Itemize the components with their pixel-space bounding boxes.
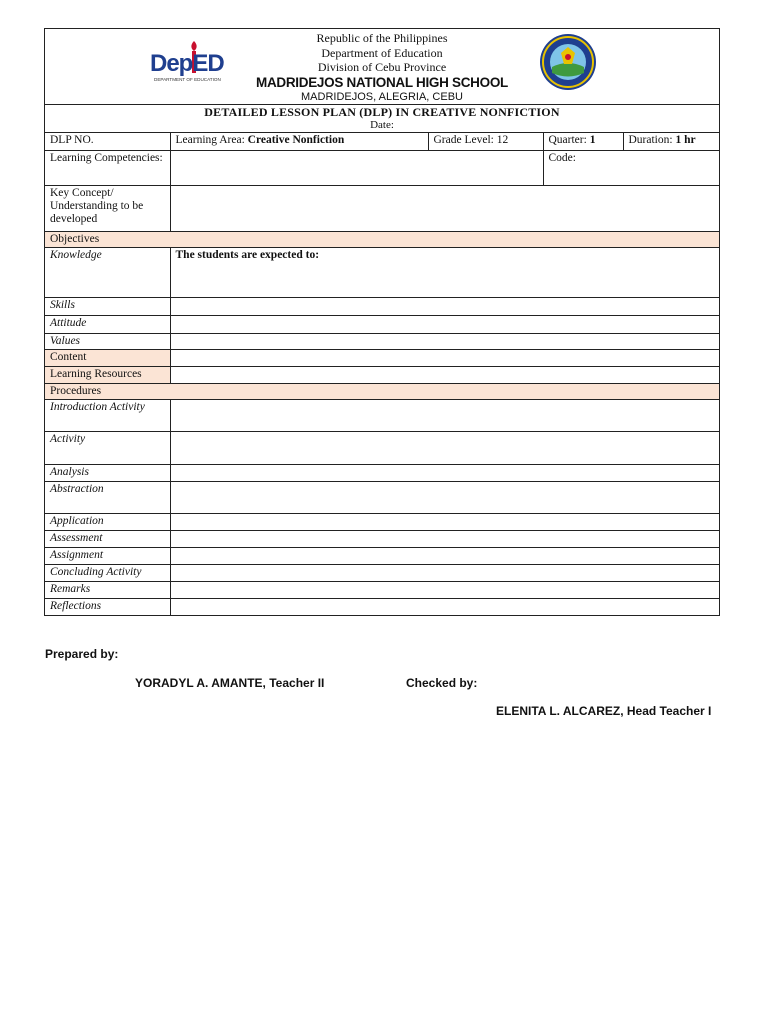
head-teacher-name: ELENITA L. ALCAREZ, Head Teacher I (496, 704, 712, 718)
content-label: Content (45, 349, 170, 366)
date-label: Date: (370, 119, 394, 131)
duration-label: Duration: (628, 134, 673, 146)
school-name: MADRIDEJOS NATIONAL HIGH SCHOOL (256, 74, 508, 90)
republic-line: Republic of the Philippines (316, 31, 448, 45)
svg-text:DEPARTMENT OF EDUCATION: DEPARTMENT OF EDUCATION (154, 77, 221, 82)
key-concept-row (45, 185, 719, 231)
attitude-field[interactable] (170, 315, 719, 333)
duration-value: 1 hr (675, 134, 696, 146)
procedure-row (45, 564, 719, 581)
abstraction-field[interactable] (170, 481, 719, 513)
learning-resources-field[interactable] (170, 366, 719, 383)
checked-by-label: Checked by: (406, 676, 478, 690)
application-field[interactable] (170, 513, 719, 530)
procedure-row (45, 598, 719, 615)
grade-level-cell (428, 133, 543, 150)
procedure-row (45, 581, 719, 598)
content-row (45, 349, 719, 366)
knowledge-row (45, 247, 719, 297)
reflections-label: Reflections (45, 598, 170, 615)
plan-title-block (45, 105, 719, 133)
lesson-plan-sheet (44, 28, 720, 616)
introduction-activity-label: Introduction Activity (45, 399, 170, 431)
duration-cell (623, 133, 719, 150)
procedure-row (45, 431, 719, 464)
learning-resources-label: Learning Resources (45, 366, 170, 383)
info-row (45, 133, 719, 150)
knowledge-label: Knowledge (45, 247, 170, 297)
remarks-field[interactable] (170, 581, 719, 598)
plan-title: DETAILED LESSON PLAN (DLP) IN CREATIVE NONFICTION (204, 105, 560, 119)
procedure-row (45, 464, 719, 481)
competencies-field[interactable] (170, 150, 543, 185)
abstraction-label: Abstraction (45, 481, 170, 513)
prepared-by-label: Prepared by: (45, 647, 119, 661)
assignment-label: Assignment (45, 547, 170, 564)
procedure-row (45, 513, 719, 530)
attitude-row (45, 315, 719, 333)
assessment-label: Assessment (45, 530, 170, 547)
analysis-field[interactable] (170, 464, 719, 481)
key-concept-label: Key Concept/ Understanding to be developed (45, 185, 170, 231)
procedures-section-label: Procedures (45, 383, 719, 399)
procedure-row (45, 481, 719, 513)
objectives-section-label: Objectives (45, 231, 719, 247)
learning-area-cell (170, 133, 428, 150)
department-line: Department of Education (321, 45, 443, 60)
learning-resources-row (45, 366, 719, 383)
skills-field[interactable] (170, 297, 719, 315)
concluding-activity-field[interactable] (170, 564, 719, 581)
quarter-cell (543, 133, 623, 150)
quarter-value: 1 (589, 134, 596, 146)
content-field[interactable] (170, 349, 719, 366)
remarks-label: Remarks (45, 581, 170, 598)
introduction-activity-field[interactable] (170, 399, 719, 431)
assessment-field[interactable] (170, 530, 719, 547)
assignment-field[interactable] (170, 547, 719, 564)
procedure-row (45, 530, 719, 547)
skills-label: Skills (45, 297, 170, 315)
header-text (45, 31, 719, 104)
grade-level-label: Grade Level: 12 (433, 134, 509, 146)
learning-area-value: Creative Nonfiction (247, 134, 345, 146)
reflections-field[interactable] (170, 598, 719, 615)
code-label: Code: (548, 151, 576, 164)
values-field[interactable] (170, 333, 719, 349)
values-row (45, 333, 719, 349)
learning-area-label: Learning Area: (175, 134, 245, 146)
values-label: Values (45, 333, 170, 349)
competencies-row (45, 150, 719, 185)
school-address: MADRIDEJOS, ALEGRIA, CEBU (301, 90, 463, 103)
objectives-section-row (45, 231, 719, 247)
procedure-row (45, 547, 719, 564)
activity-label: Activity (45, 431, 170, 464)
lesson-plan-table (45, 133, 719, 615)
key-concept-field[interactable] (170, 185, 719, 231)
knowledge-field[interactable] (170, 247, 719, 297)
attitude-label: Attitude (45, 315, 170, 333)
concluding-activity-label: Concluding Activity (45, 564, 170, 581)
application-label: Application (45, 513, 170, 530)
procedure-row (45, 399, 719, 431)
dlp-no-cell (45, 133, 170, 150)
analysis-label: Analysis (45, 464, 170, 481)
school-header (45, 29, 719, 105)
knowledge-text: The students are expected to: (175, 248, 320, 261)
teacher-name: YORADYL A. AMANTE, Teacher II (135, 676, 325, 690)
competencies-label: Learning Competencies: (45, 150, 170, 185)
code-field[interactable] (543, 150, 719, 185)
quarter-label: Quarter: (548, 134, 587, 146)
svg-text:DepED: DepED (150, 50, 224, 77)
skills-row (45, 297, 719, 315)
procedures-section-row (45, 383, 719, 399)
dlp-no-label: DLP NO. (50, 134, 94, 146)
activity-field[interactable] (170, 431, 719, 464)
division-line: Division of Cebu Province (317, 60, 447, 74)
